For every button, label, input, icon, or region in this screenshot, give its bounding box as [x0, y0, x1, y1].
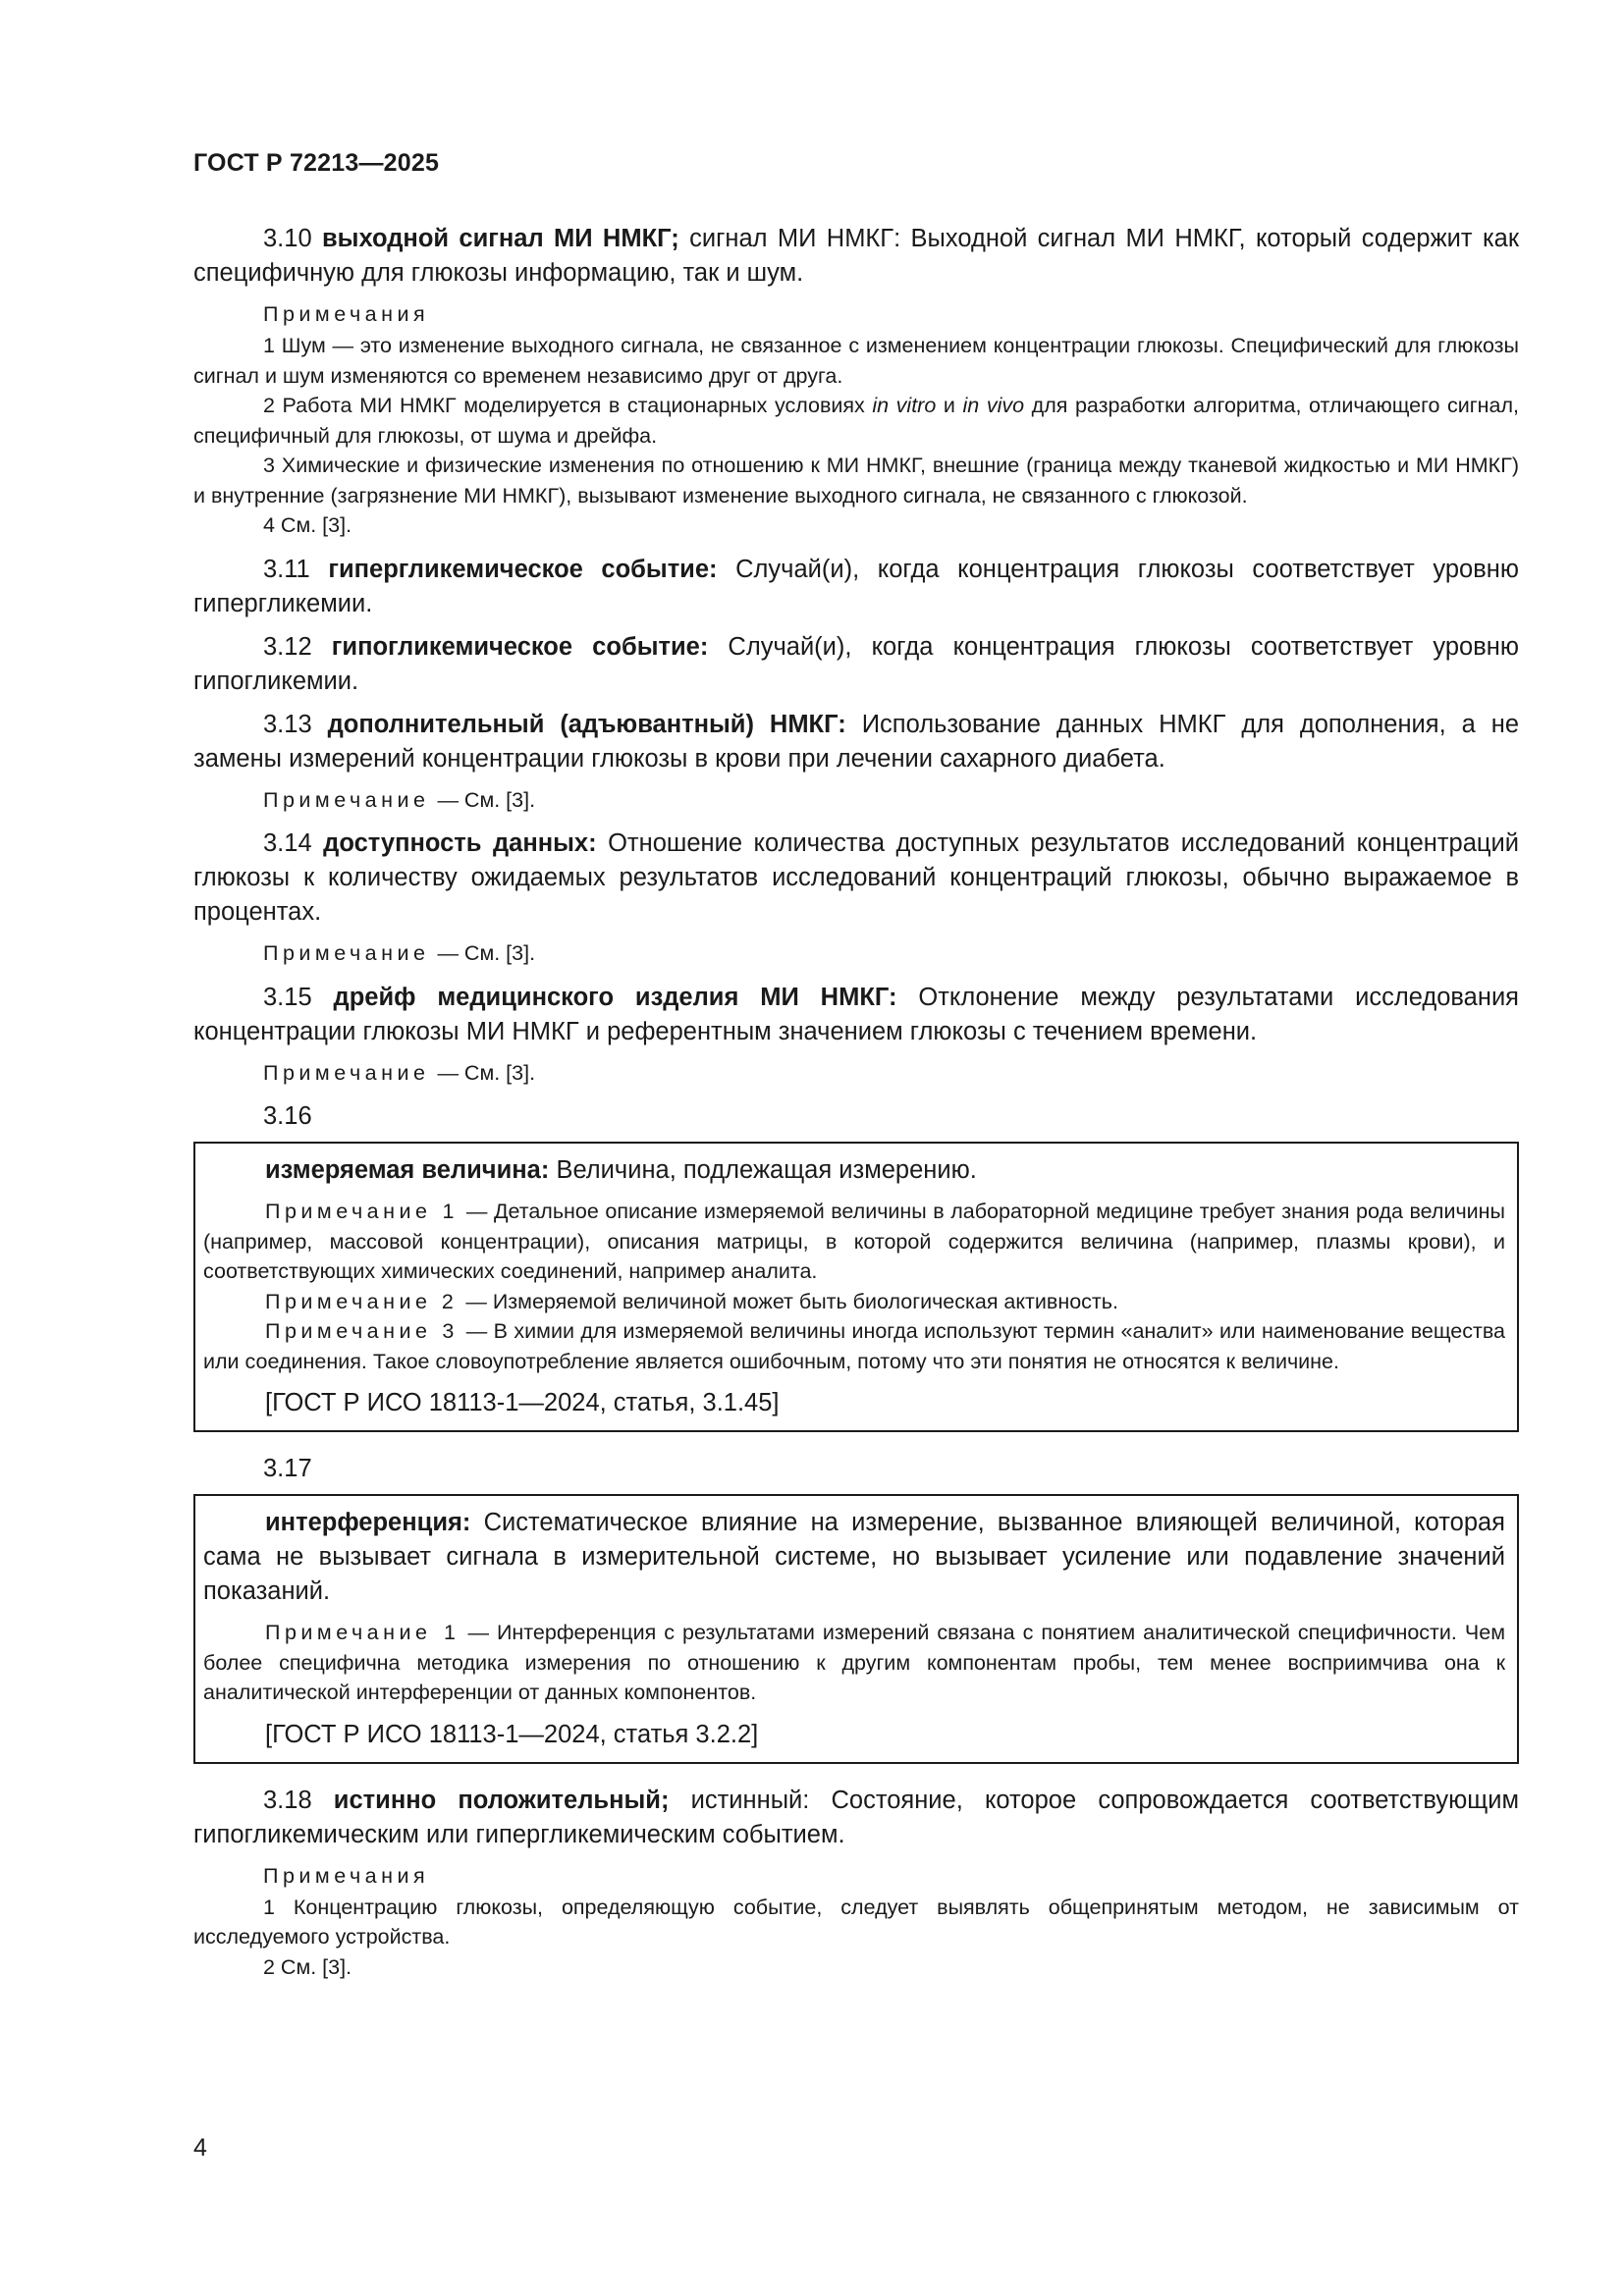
term-definition: Случай(и), когда концентрация глюкозы соответствует уровню гипергликемии. [193, 555, 1519, 617]
term-3-17-box [193, 1494, 1519, 1764]
term-3-14 [193, 827, 1519, 930]
term-number: 3.16 [263, 1102, 312, 1130]
term-definition: Величина, подлежащая измерению. [549, 1156, 977, 1184]
note-item: Примечание 1 — Интерференция с результатами измерений связана с понятием аналитической специфичности. Чем более специфична методика измерения по отношению к другим компонентам пробы, тем менее восприимчива она к аналитической интерференции от данных компонентов. [203, 1621, 1505, 1704]
term-definition-line [203, 1153, 1505, 1188]
note-item: 1 Шум — это изменение выходного сигнала, не связанное с изменением концентрации глюкозы. Специфический для глюкозы сигнал и шум изменяются со временем независимо друг от друга. [193, 334, 1519, 388]
term-definition: Отклонение между результатами исследования концентрации глюкозы МИ НМКГ и референтным значением глюкозы с течением времени. [193, 983, 1519, 1045]
term-3-15 [193, 981, 1519, 1049]
source-reference: [ГОСТ Р ИСО 18113-1—2024, статья, 3.1.45] [265, 1389, 780, 1416]
term-number: 3.15 [263, 983, 312, 1011]
source-reference: [ГОСТ Р ИСО 18113-1—2024, статья 3.2.2] [265, 1720, 759, 1748]
notes-heading: Примечания [263, 1863, 430, 1888]
term-name: выходной сигнал МИ НМКГ; [321, 225, 679, 252]
term-3-13 [193, 708, 1519, 776]
term-name: гипогликемическое событие: [331, 632, 709, 661]
note-item: 2 Работа МИ НМКГ моделируется в стационарных условиях in vitro и in vivo для разработки алгоритма, отличающего сигнал, специфичный для глюкозы, от шума и дрейфа. [193, 394, 1519, 448]
page-number: 4 [193, 2134, 207, 2162]
term-name: доступность данных: [323, 829, 597, 857]
term-definition: истинный: Состояние, которое сопровождается соответствующим гипогликемическим или гипергликемическим событием. [193, 1786, 1519, 1848]
standard-header: ГОСТ Р 72213—2025 [193, 149, 440, 177]
term-number: 3.14 [263, 829, 312, 857]
term-3-16-box [193, 1142, 1519, 1432]
term-name: интерференция: [265, 1509, 471, 1536]
term-definition-line [203, 1506, 1505, 1609]
note-item: Примечание — См. [3]. [263, 1060, 536, 1085]
notes-heading: Примечания [263, 302, 430, 326]
term-3-10 [193, 222, 1519, 291]
note-item: Примечание 3 — В химии для измеряемой величины иногда используют термин «аналит» или наименование вещества или соединения. Такое словоупотребление является ошибочным, потому что эти понятия не относятся к величине. [203, 1319, 1505, 1373]
term-3-11 [193, 553, 1519, 621]
term-definition: Использование данных НМКГ для дополнения, а не замены измерений концентрации глюкозы в крови при лечении сахарного диабета. [193, 710, 1520, 773]
note-item: 1 Концентрацию глюкозы, определяющую событие, следует выявлять общепринятым методом, не зависимым от исследуемого устройства. [193, 1895, 1519, 1949]
term-number: 3.12 [263, 632, 312, 661]
note-item: Примечание — См. [3]. [263, 787, 536, 812]
term-3-12 [193, 630, 1519, 699]
term-name: дополнительный (адъювантный) НМКГ: [327, 710, 846, 738]
term-name: дрейф медицинского изделия МИ НМКГ: [333, 983, 897, 1011]
term-number: 3.10 [263, 225, 312, 252]
term-number: 3.11 [263, 555, 310, 583]
term-3-18 [193, 1784, 1519, 1852]
note-item: 4 См. [3]. [263, 513, 352, 537]
term-name: гипергликемическое событие: [328, 555, 718, 583]
term-number: 3.18 [263, 1786, 312, 1814]
term-number: 3.17 [263, 1455, 312, 1482]
term-definition: Систематическое влияние на измерение, вызванное влияющей величиной, которая сама не вызывает сигнала в измерительной системе, но вызывает усиление или подавление значений показаний. [203, 1509, 1505, 1605]
term-definition: Отношение количества доступных результатов исследований концентраций глюкозы к количеству ожидаемых результатов исследований концентраций глюкозы, обычно выражаемое в процентах. [193, 829, 1519, 926]
note-item: 3 Химические и физические изменения по отношению к МИ НМКГ, внешние (граница между тканевой жидкостью и МИ НМКГ) и внутренние (загрязнение МИ НМКГ), вызывают изменение выходного сигнала, не связанного с глюкозой. [193, 454, 1519, 507]
term-definition: Случай(и), когда концентрация глюкозы соответствует уровню гипогликемии. [193, 632, 1519, 695]
note-item: Примечание 2 — Измеряемой величиной может быть биологическая активность. [265, 1289, 1118, 1313]
note-item: Примечание 1 — Детальное описание измеряемой величины в лабораторной медицине требует знания рода величины (например, массовой концентрации), описания матрицы, в которой содержится величина (например, плазмы крови), и соответствующих химических соединений, например аналита. [203, 1200, 1505, 1283]
term-number: 3.13 [263, 710, 312, 738]
term-definition: сигнал МИ НМКГ: Выходной сигнал МИ НМКГ, который содержит как специфичную для глюкозы информацию, так и шум. [193, 225, 1519, 287]
document-body [193, 222, 1519, 1982]
term-name: истинно положительный; [333, 1786, 670, 1814]
note-item: Примечание — См. [3]. [263, 941, 536, 965]
term-name: измеряемая величина: [265, 1156, 550, 1184]
note-item: 2 См. [3]. [263, 1954, 352, 1979]
